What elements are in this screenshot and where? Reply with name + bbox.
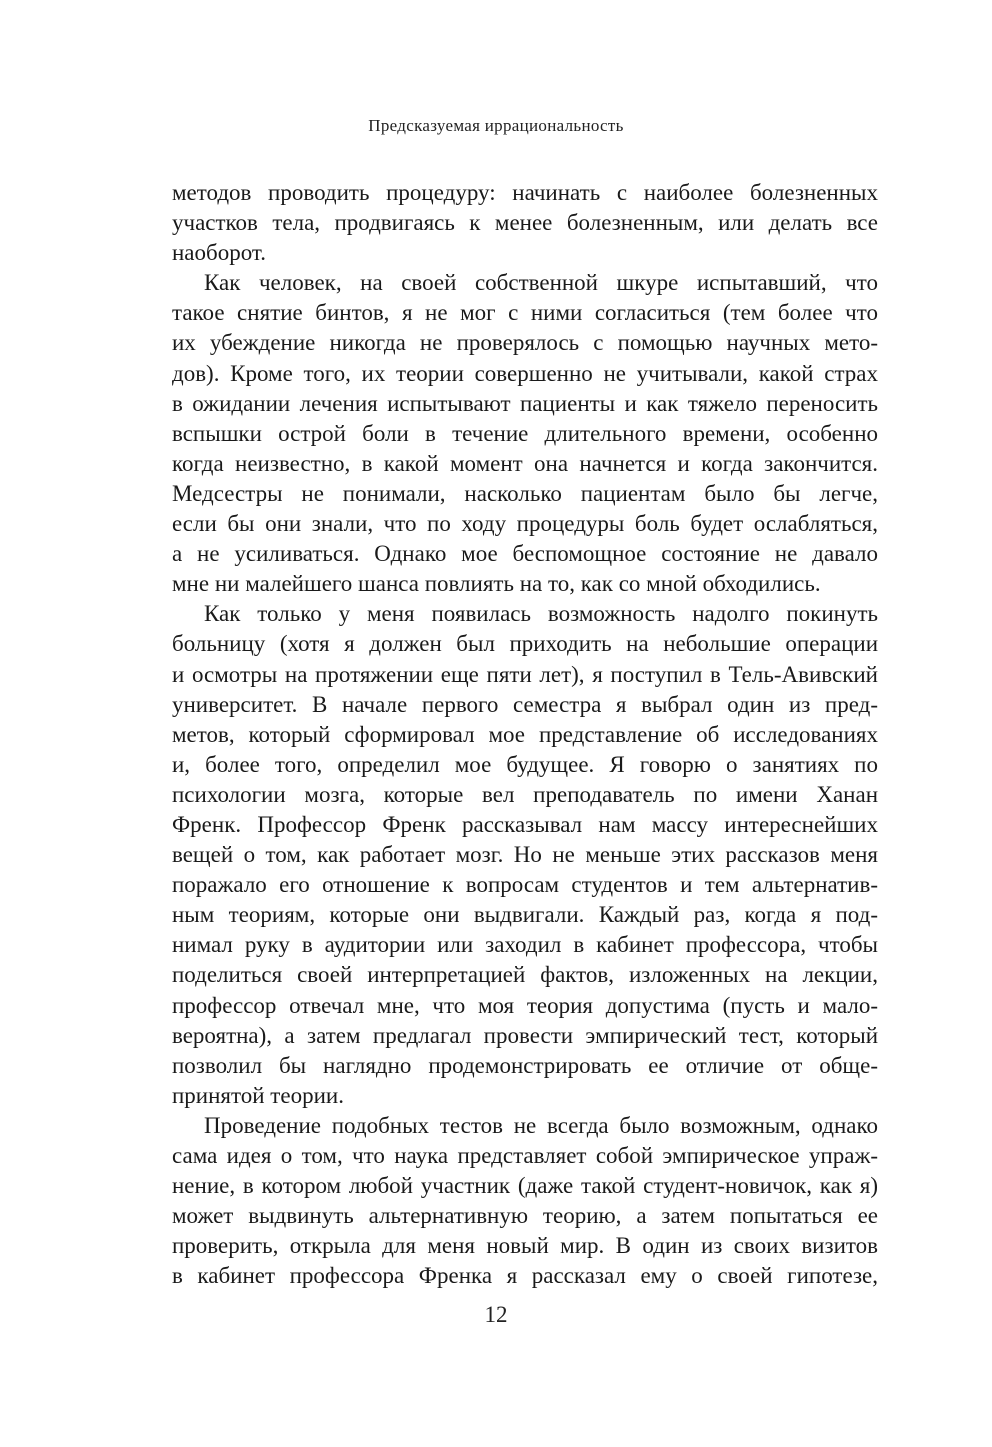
text-line: в кабинет профессора Френка я рассказал ему о своей гипотезе, (172, 1263, 878, 1289)
text-line: дов). Кроме того, их теории совершенно не учитывали, какой страх (172, 360, 878, 386)
text-line: больницу (хотя я должен был приходить на небольшие операции (172, 631, 878, 657)
running-header: Предсказуемая иррациональность (368, 116, 624, 135)
text-line: ным теориям, которые они выдвигали. Каждый раз, когда я под- (172, 902, 878, 928)
text-line: если бы они знали, что по ходу процедуры боль будет ослабляться, (172, 511, 878, 537)
text-line: Проведение подобных тестов не всегда было возможным, однако (204, 1112, 878, 1138)
body-text (172, 178, 878, 1291)
text-line: вероятна), а затем предлагал провести эмпирический тест, который (172, 1022, 878, 1048)
text-line: профессор отвечал мне, что моя теория допустима (пусть и мало- (172, 992, 878, 1018)
text-line: может выдвинуть альтернативную теорию, а затем попытаться ее (172, 1203, 878, 1229)
text-line: поделиться своей интерпретацией фактов, изложенных на лекции, (172, 962, 878, 988)
text-line: и, более того, определил мое будущее. Я говорю о занятиях по (172, 751, 878, 777)
text-line: нимал руку в аудитории или заходил в кабинет профессора, чтобы (172, 932, 878, 958)
text-line: Как человек, на своей собственной шкуре испытавший, что (204, 270, 878, 296)
text-line: и осмотры на протяжении еще пяти лет), я поступил в Тель-Авивский (172, 661, 878, 687)
text-line: а не усиливаться. Однако мое беспомощное состояние не давало (172, 541, 878, 567)
text-line: участков тела, продвигаясь к менее болезненным, или делать все (172, 210, 878, 236)
text-line: метов, который сформировал мое представление об исследованиях (172, 721, 878, 747)
text-line: сама идея о том, что наука представляет собой эмпирическое упраж- (172, 1143, 878, 1168)
text-line: их убеждение никогда не проверялось с помощью научных мето- (172, 330, 878, 356)
text-line: вспышки острой боли в течение длительного времени, особенно (172, 420, 878, 446)
text-line: Медсестры не понимали, насколько пациентам было бы легче, (172, 480, 878, 506)
text-line: такое снятие бинтов, я не мог с ними согласиться (тем более что (172, 300, 878, 326)
text-line: методов проводить процедуру: начинать с наиболее болезненных (172, 180, 878, 205)
text-line: поражало его отношение к вопросам студентов и тем альтернатив- (172, 872, 878, 898)
text-line: в ожидании лечения испытывают пациенты и как тяжело переносить (172, 390, 878, 416)
text-line: принятой теории. (172, 1082, 344, 1108)
text-line: позволил бы наглядно продемонстрировать ее отличие от обще- (172, 1052, 878, 1078)
text-line: Френк. Профессор Френк рассказывал нам массу интереснейших (172, 811, 878, 837)
text-line: нение, в котором любой участник (даже такой студент-новичок, как я) (172, 1173, 878, 1199)
text-line: психологии мозга, которые вел преподаватель по имени Ханан (172, 781, 878, 807)
text-line: наоборот. (172, 240, 266, 266)
text-line: Как только у меня появилась возможность надолго покинуть (204, 601, 878, 627)
text-line: вещей о том, как работает мозг. Но не меньше этих рассказов меня (172, 842, 878, 868)
text-line: университет. В начале первого семестра я выбрал один из пред- (172, 691, 878, 717)
text-line: мне ни малейшего шанса повлиять на то, как со мной обходились. (172, 571, 821, 597)
text-line: проверить, открыла для меня новый мир. В один из своих визитов (172, 1233, 878, 1259)
page-number: 12 (484, 1302, 508, 1327)
text-line: когда неизвестно, в какой момент она начнется и когда закончится. (172, 450, 878, 476)
